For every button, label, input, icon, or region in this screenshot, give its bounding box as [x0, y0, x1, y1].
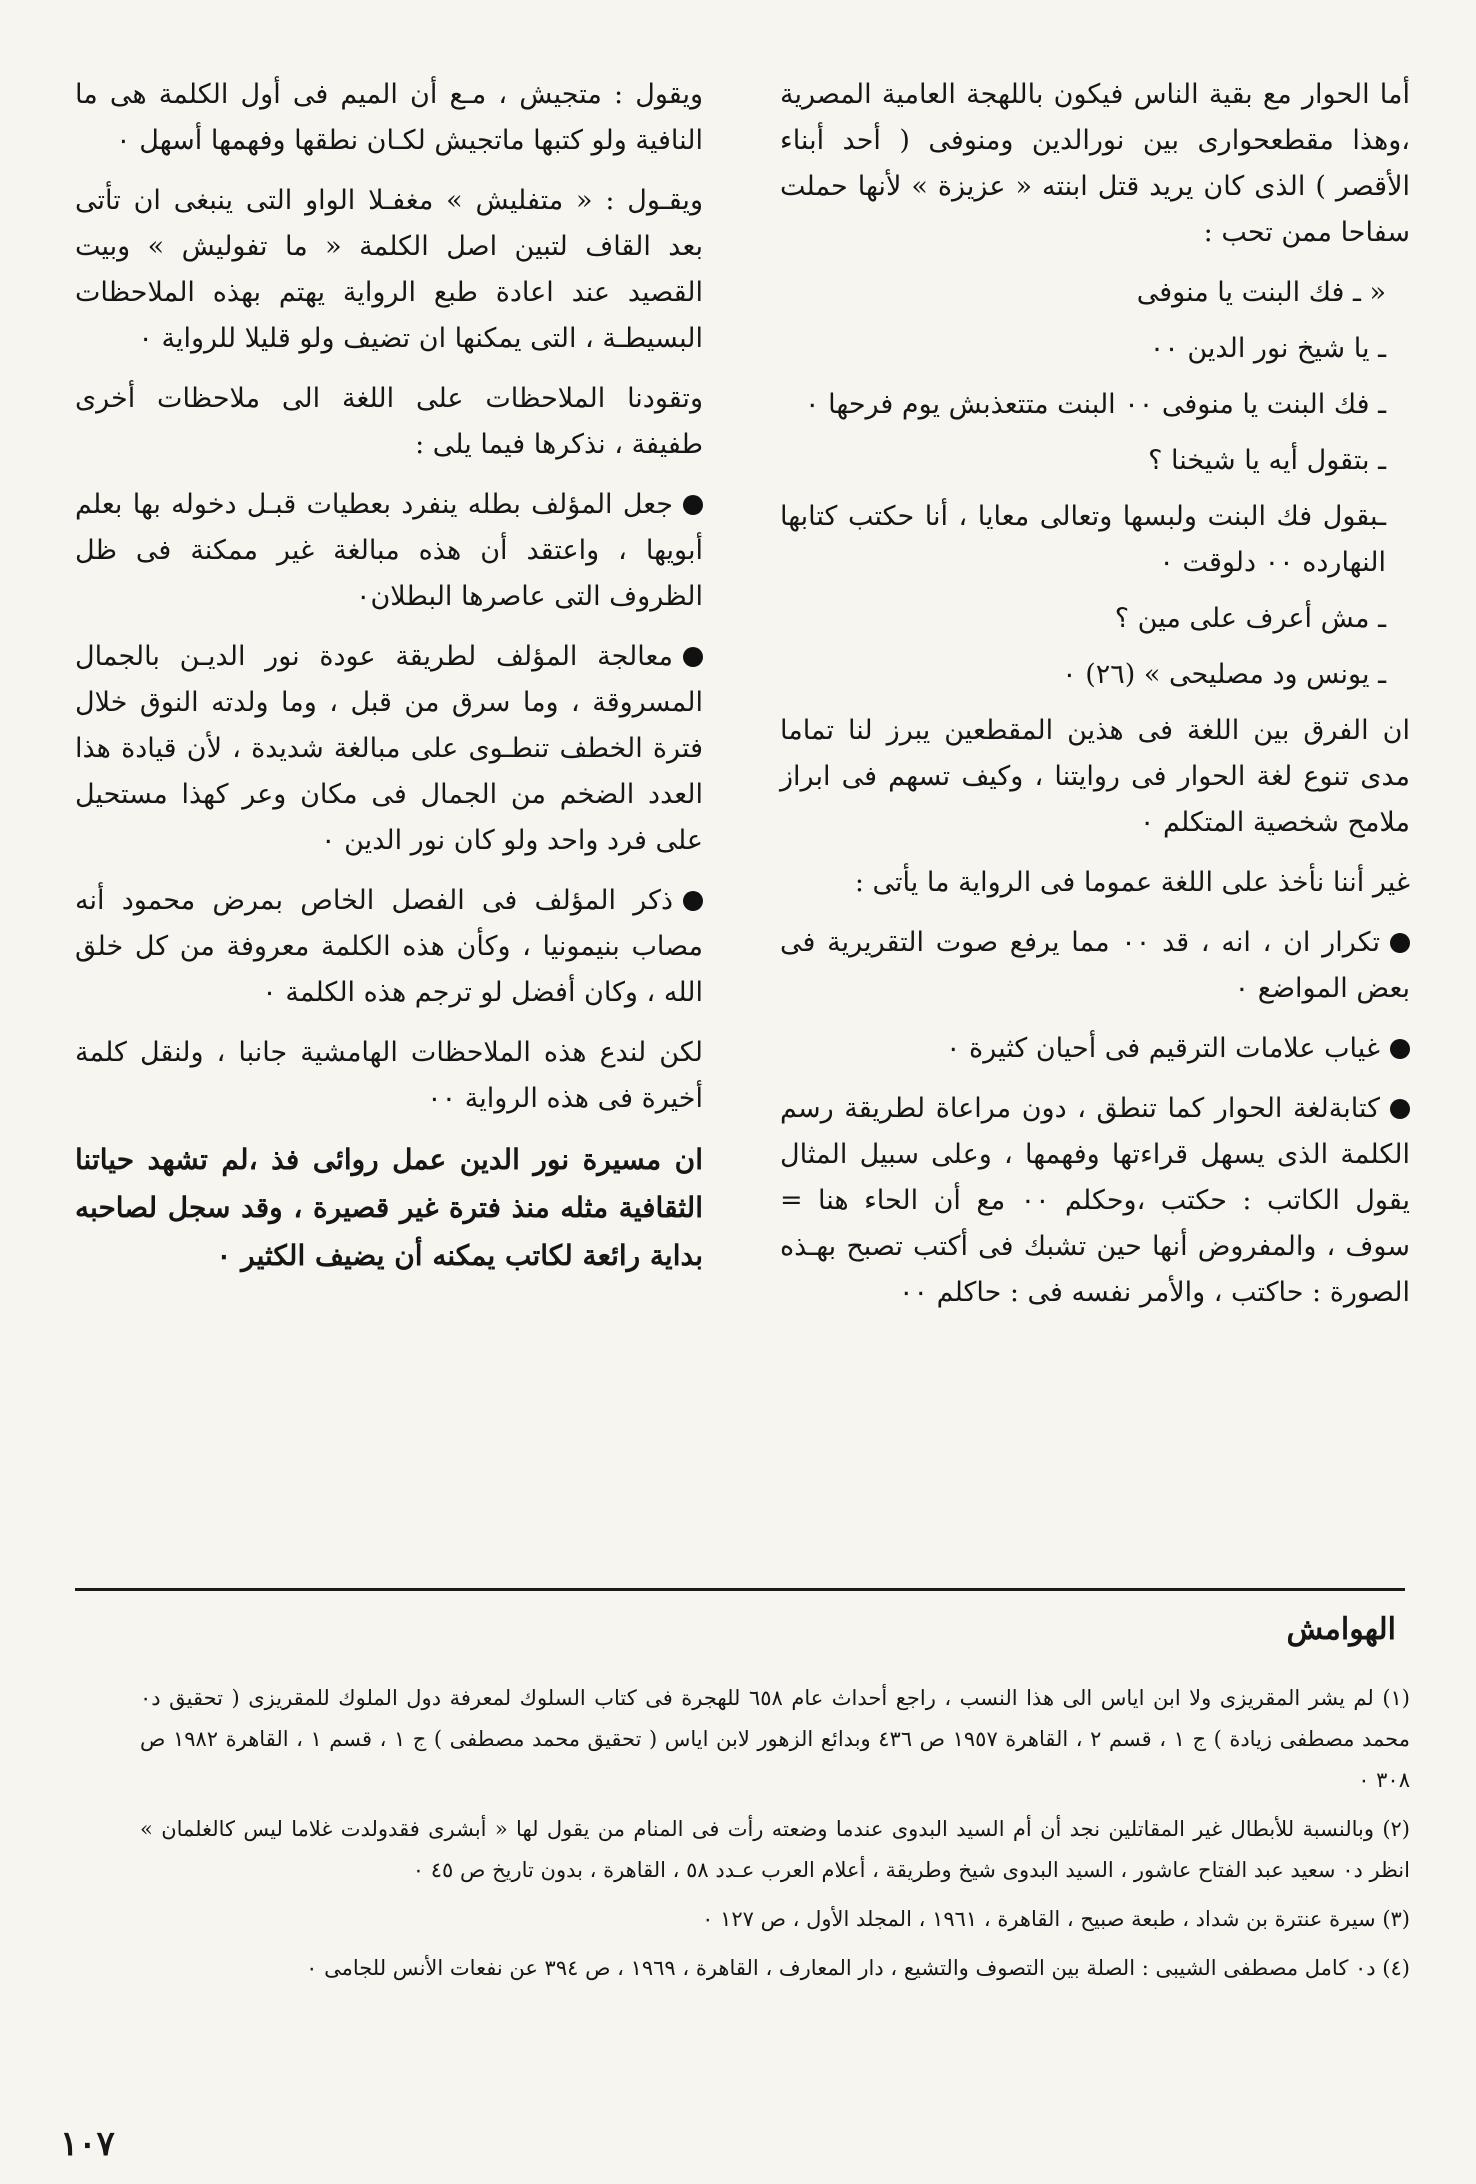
bullet-item	[780, 920, 1410, 1012]
bullet-dot-icon	[1390, 1039, 1410, 1059]
right-text-column	[780, 72, 1410, 1330]
bullet-dot-icon	[683, 891, 703, 911]
page-number: ١٠٧	[60, 2124, 115, 2164]
footnotes-heading: الهوامش	[1286, 1612, 1396, 1647]
footnote-item: (١) لم يشر المقريزى ولا ابن اياس الى هذا النسب ، راجع أحداث عام ٦٥٨ للهجرة فى كتاب السلوك لمعرفة دول الملوك للمقريزى ( تحقيق د٠ محمد مصطفى زيادة ) ج ١ ، قسم ٢ ، القاهرة ١٩٥٧ ص ٤٣٦ وبدائع الزهور لابن اياس ( تحقيق محمد مصطفى ) ج ١ ، قسم ١ ، القاهرة ١٩٨٢ ص ٣٠٨ ٠	[140, 1686, 1410, 1792]
dialogue-line: « ـ فك البنت يا منوفى	[1136, 277, 1386, 308]
bullet-text: جعل المؤلف بطله ينفرد بعطيات قبـل دخوله بها بعلم أبويها ، واعتقد أن هذه مبالغة غير ممكنة فى ظل الظروف التى عاصرها البطلان٠	[75, 489, 703, 612]
bullet-dot-icon	[683, 495, 703, 515]
bullet-item	[780, 1086, 1410, 1316]
dialogue-line: ـ مش أعرف على مين ؟	[1114, 603, 1386, 634]
bullet-dot-icon	[683, 647, 703, 667]
footnote-item: (٤) د٠ كامل مصطفى الشيبى : الصلة بين التصوف والتشيع ، دار المعارف ، القاهرة ، ١٩٦٩ ، ص ٣٩٤ عن نفعات الأنس للجامى ٠	[306, 1956, 1410, 1980]
paragraph-minor-notes-intro: وتقودنا الملاحظات على اللغة الى ملاحظات أخرى طفيفة ، نذكرها فيما يلى :	[75, 383, 703, 460]
bullet-item	[780, 1026, 1410, 1072]
bullet-item	[75, 878, 703, 1016]
bullet-text: معالجة المؤلف لطريقة عودة نور الديـن بالجمال المسروقة ، وما سرق من قبل ، وما ولدته النوق خلال فترة الخطف تنطـوى على مبالغة شديدة ، لأن قيادة هذا العدد الضخم من الجمال فى مكان وعر كهذا مستحيل على فرد واحد ولو كان نور الدين ٠	[75, 641, 703, 856]
dialogue-line: ـ بتقول أيه يا شيخنا ؟	[1148, 445, 1386, 476]
bullet-text: تكرار ان ، انه ، قد ٠٠ مما يرفع صوت التقريرية فى بعض المواضع ٠	[780, 927, 1410, 1004]
bullet-text: غياب علامات الترقيم فى أحيان كثيرة ٠	[945, 1033, 1380, 1064]
dialogue-line: ـ يا شيخ نور الدين ٠٠	[1149, 333, 1386, 364]
paragraph-spelling-note-2: ويقـول : « متفليش » مغفـلا الواو التى ينبغى ان تأتى بعد القاف لتبين اصل الكلمة « ما تفوليش » وبيت القصيد عند اعادة طبع الرواية يهتم بهذه الملاحظات البسيطـة ، التى يمكنها ان تضيف ولو قليلا للرواية ٠	[75, 185, 703, 354]
dialogue-excerpt	[780, 270, 1410, 698]
paragraph-language-difference: ان الفرق بين اللغة فى هذين المقطعين يبرز لنا تماما مدى تنوع لغة الحوار فى روايتنا ، وكيف تسهم فى ابراز ملامح شخصية المتكلم ٠	[780, 715, 1410, 838]
footnote-item: (٢) وبالنسبة للأبطال غير المقاتلين نجد أن أم السيد البدوى عندما وضعته رأت فى المنام من يقول لها « أبشرى فقدولدت غلاما ليس كالغلمان » انظر د٠ سعيد عبد الفتاح عاشور ، السيد البدوى شيخ وطريقة ، أعلام العرب عـدد ٥٨ ، القاهرة ، بدون تاريخ ص ٤٥ ٠	[140, 1817, 1410, 1882]
bullet-text: كتابةلغة الحوار كما تنطق ، دون مراعاة لطريقة رسم الكلمة الذى يسهل قراءتها وفهمها ، وعلى سبيل المثال يقول الكاتب : حكتب ،وحكلم ٠٠ مع أن الحاء هنا = سوف ، والمفروض أنها حين تشبك فى أكتب تصبح بهـذه الصورة : حاكتب ، والأمر نفسه فى : حاكلم ٠٠	[780, 1093, 1410, 1308]
left-text-column	[75, 72, 703, 1294]
paragraph-final-word: لكن لندع هذه الملاحظات الهامشية جانبا ، ولنقل كلمة أخيرة فى هذه الرواية ٠٠	[75, 1037, 703, 1114]
dialogue-line: ـبقول فك البنت ولبسها وتعالى معايا ، أنا حكتب كتابها النهارده ٠٠ دلوقت ٠	[780, 501, 1386, 578]
paragraph-dialogue-intro: أما الحوار مع بقية الناس فيكون باللهجة العامية المصرية ،وهذا مقطعحوارى بين نورالدين ومنوفى ( أحد أبناء الأقصر ) الذى كان يريد قتل ابنته « عزيزة » لأنها حملت سفاحا ممن تحب :	[780, 79, 1410, 248]
paragraph-spelling-note: ويقول : متجيش ، مـع أن الميم فى أول الكلمة هى ما النافية ولو كتبها ماتجيش لكـان نطقها وفهمها أسهل ٠	[75, 79, 703, 156]
bullet-item	[75, 634, 703, 864]
bullet-dot-icon	[1390, 933, 1410, 953]
closing-statement: ان مسيرة نور الدين عمل روائى فذ ،لم تشهد حياتنا الثقافية مثله منذ فترة غير قصيرة ، وقد سجل لصاحبه بداية رائعة لكاتب يمكنه أن يضيف الكثير ٠	[75, 1143, 703, 1272]
footnote-item: (٣) سيرة عنترة بن شداد ، طبعة صبيح ، القاهرة ، ١٩٦١ ، المجلد الأول ، ص ١٢٧ ٠	[702, 1907, 1410, 1931]
dialogue-line: ـ يونس ود مصليحى » (٢٦) ٠	[1062, 659, 1386, 690]
bullet-dot-icon	[1390, 1099, 1410, 1119]
footnote-divider	[75, 1588, 1405, 1591]
footnotes-list	[140, 1678, 1410, 1997]
bullet-text: ذكر المؤلف فى الفصل الخاص بمرض محمود أنه مصاب بنيمونيا ، وكأن هذه الكلمة معروفة من كل خلق الله ، وكان أفضل لو ترجم هذه الكلمة ٠	[75, 885, 703, 1008]
paragraph-language-critique: غير أننا نأخذ على اللغة عموما فى الرواية ما يأتى :	[854, 867, 1410, 898]
bullet-item	[75, 482, 703, 620]
dialogue-line: ـ فك البنت يا منوفى ٠٠ البنت متتعذبش يوم فرحها ٠	[805, 389, 1386, 420]
